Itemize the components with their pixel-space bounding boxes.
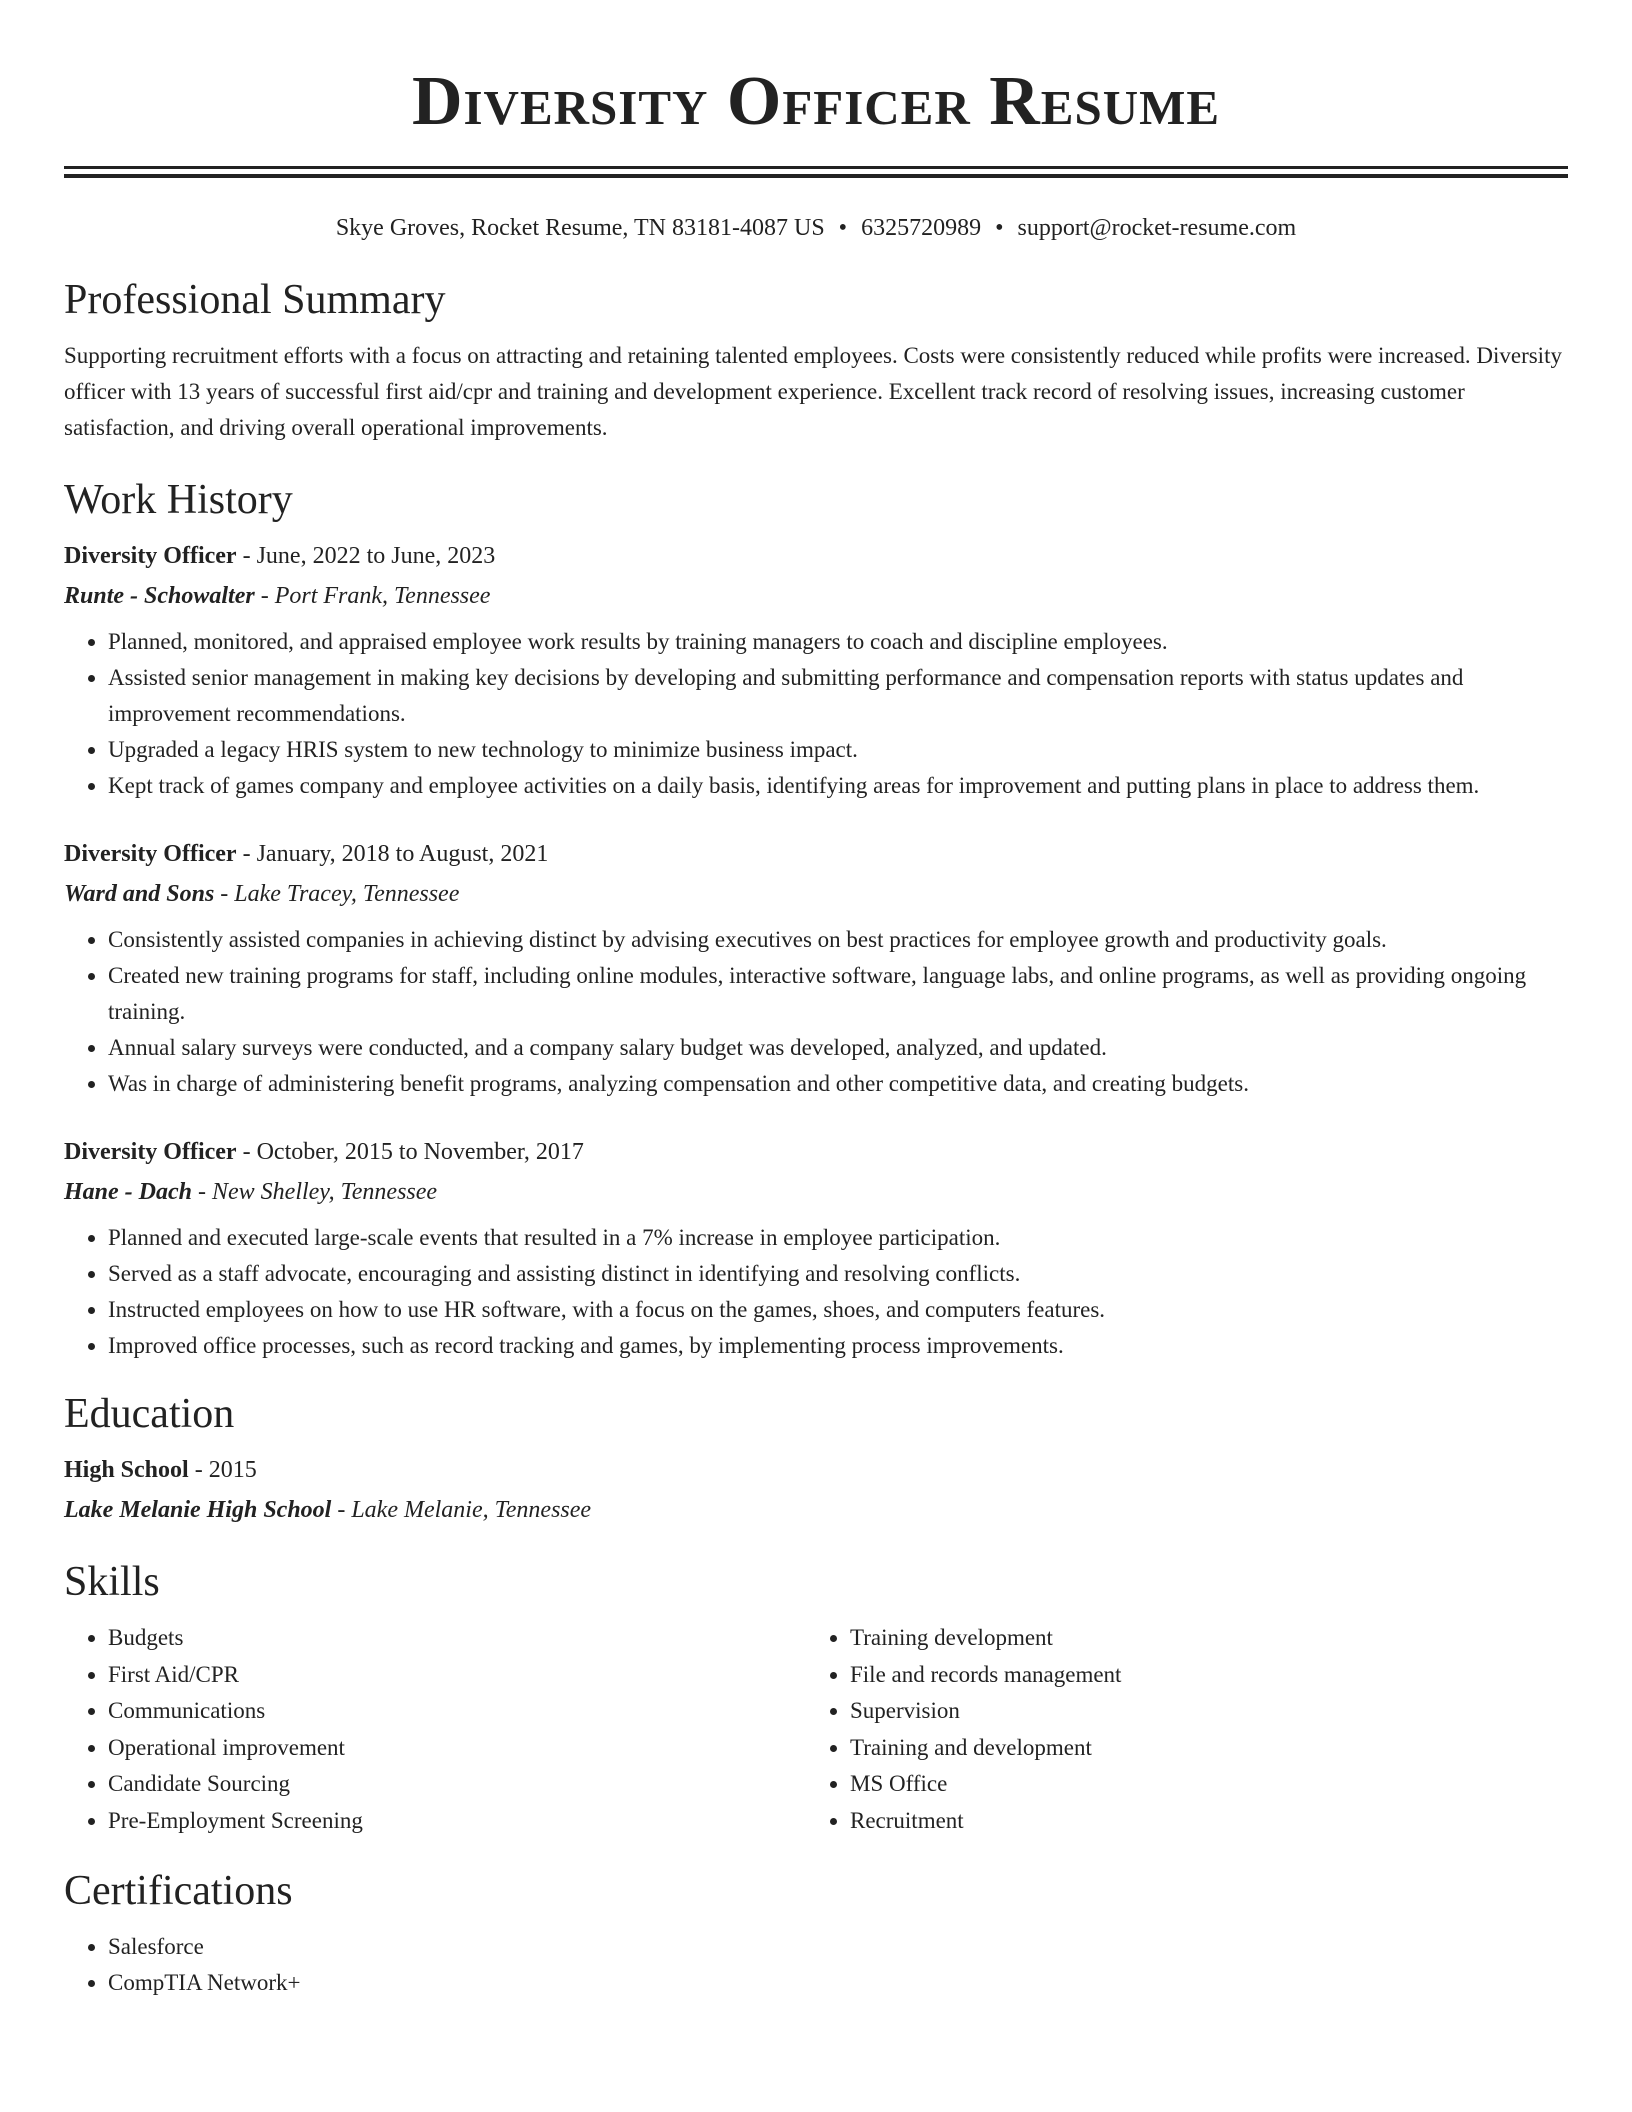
list-item: • Candidate Sourcing [108,1766,806,1803]
job-title-line [64,834,1568,874]
job-company: Hane - Dach [64,1179,192,1205]
education-year: - 2015 [188,1457,257,1483]
education-school: Lake Melanie High School [64,1497,332,1523]
summary-text: Supporting recruitment efforts with a focus on attracting and retaining talented employees. Costs were consistently reduced while profits were increased. Diversity officer with 13 years of successful first aid/cpr and training and development experience. Excellent track record of resolving issues, increasing customer satisfaction, and driving overall operational improvements. [64,343,1562,440]
list-item: • Served as a staff advocate, encouraging and assisting distinct in identifying and resolving conflicts. [108,1256,1568,1292]
job-company-line [64,874,1568,914]
section-heading-skills: Skills [64,1559,160,1605]
bullet-separator: • [838,215,848,241]
job-company: Ward and Sons [64,881,215,907]
work-history-section [64,474,1568,1364]
list-item: • Created new training programs for staff, including online modules, interactive software, language labs, and online programs, as well as providing ongoing training. [108,958,1568,1030]
contact-email: support@rocket-resume.com [1017,215,1297,241]
job-bullets [64,1220,1568,1364]
job-company-line [64,1172,1568,1212]
education-degree-line [64,1450,1568,1490]
job-title: Diversity Officer [64,841,237,867]
job-company-line [64,576,1568,616]
list-item: • Pre-Employment Screening [108,1803,806,1840]
list-item: • Budgets [108,1620,806,1657]
skills-list-right [806,1620,1548,1839]
skills-columns [64,1620,1568,1839]
list-item: • Salesforce [108,1929,1568,1965]
certifications-section [64,1865,1568,2001]
section-heading-work-history: Work History [64,477,293,523]
list-item: • Supervision [850,1693,1548,1730]
skills-section [64,1556,1568,1839]
certifications-list [64,1929,1568,2001]
title-divider-top [64,166,1568,169]
job-location: - Port Frank, Tennessee [254,583,491,609]
section-heading-education: Education [64,1391,235,1437]
list-item: • First Aid/CPR [108,1657,806,1694]
job-title: Diversity Officer [64,543,237,569]
job-dates: - January, 2018 to August, 2021 [236,841,549,867]
bullet-separator: • [995,215,1004,241]
resume-page [64,0,1568,2001]
job-location: - New Shelley, Tennessee [192,1179,438,1205]
list-item: • MS Office [850,1766,1548,1803]
list-item: • Planned, monitored, and appraised employee work results by training managers to coach and discipline employees. [108,624,1568,660]
job-bullets [64,922,1568,1102]
job-location: - Lake Tracey, Tennessee [214,881,460,907]
list-item: • Planned and executed large-scale events that resulted in a 7% increase in employee participation. [108,1220,1568,1256]
list-item: • Consistently assisted companies in achieving distinct by advising executives on best practices for employee growth and productivity goals. [108,922,1568,958]
list-item: • Assisted senior management in making key decisions by developing and submitting performance and compensation reports with status updates and improvement recommendations. [108,660,1568,732]
job-entry [64,1132,1568,1364]
page-title: Diversity Officer Resume [411,63,1221,140]
education-school-line [64,1490,1568,1530]
list-item: • Kept track of games company and employee activities on a daily basis, identifying areas for improvement and putting plans in place to address them. [108,768,1568,804]
contact-phone: 6325720989 [861,215,982,241]
education-section [64,1388,1568,1530]
job-title: Diversity Officer [64,1139,237,1165]
list-item: • Training and development [850,1730,1548,1767]
section-heading-certifications: Certifications [64,1868,293,1914]
title-divider-bottom [64,174,1568,178]
education-location: - Lake Melanie, Tennessee [331,1497,592,1523]
job-dates: - October, 2015 to November, 2017 [236,1139,584,1165]
job-title-line [64,1132,1568,1172]
list-item: • Communications [108,1693,806,1730]
list-item: • Upgraded a legacy HRIS system to new technology to minimize business impact. [108,732,1568,768]
job-entry [64,834,1568,1102]
list-item: • CompTIA Network+ [108,1965,1568,2001]
list-item: • Instructed employees on how to use HR software, with a focus on the games, shoes, and computers features. [108,1292,1568,1328]
job-dates: - June, 2022 to June, 2023 [236,543,496,569]
job-bullets [64,624,1568,804]
list-item: • Improved office processes, such as record tracking and games, by implementing process improvements. [108,1328,1568,1364]
job-title-line [64,536,1568,576]
list-item: • Operational improvement [108,1730,806,1767]
list-item: • Annual salary surveys were conducted, and a company salary budget was developed, analyzed, and updated. [108,1030,1568,1066]
skills-list-left [64,1620,806,1839]
education-entry [64,1450,1568,1530]
list-item: • Training development [850,1620,1548,1657]
contact-address: Skye Groves, Rocket Resume, TN 83181-4087 US [335,215,825,241]
job-company: Runte - Schowalter [64,583,255,609]
contact-line [64,212,1568,244]
education-degree: High School [64,1457,189,1483]
job-entry [64,536,1568,804]
list-item: • Recruitment [850,1803,1548,1840]
list-item: • Was in charge of administering benefit programs, analyzing compensation and other competitive data, and creating budgets. [108,1066,1568,1102]
summary-section [64,274,1568,446]
list-item: • File and records management [850,1657,1548,1694]
section-heading-summary: Professional Summary [64,277,446,323]
